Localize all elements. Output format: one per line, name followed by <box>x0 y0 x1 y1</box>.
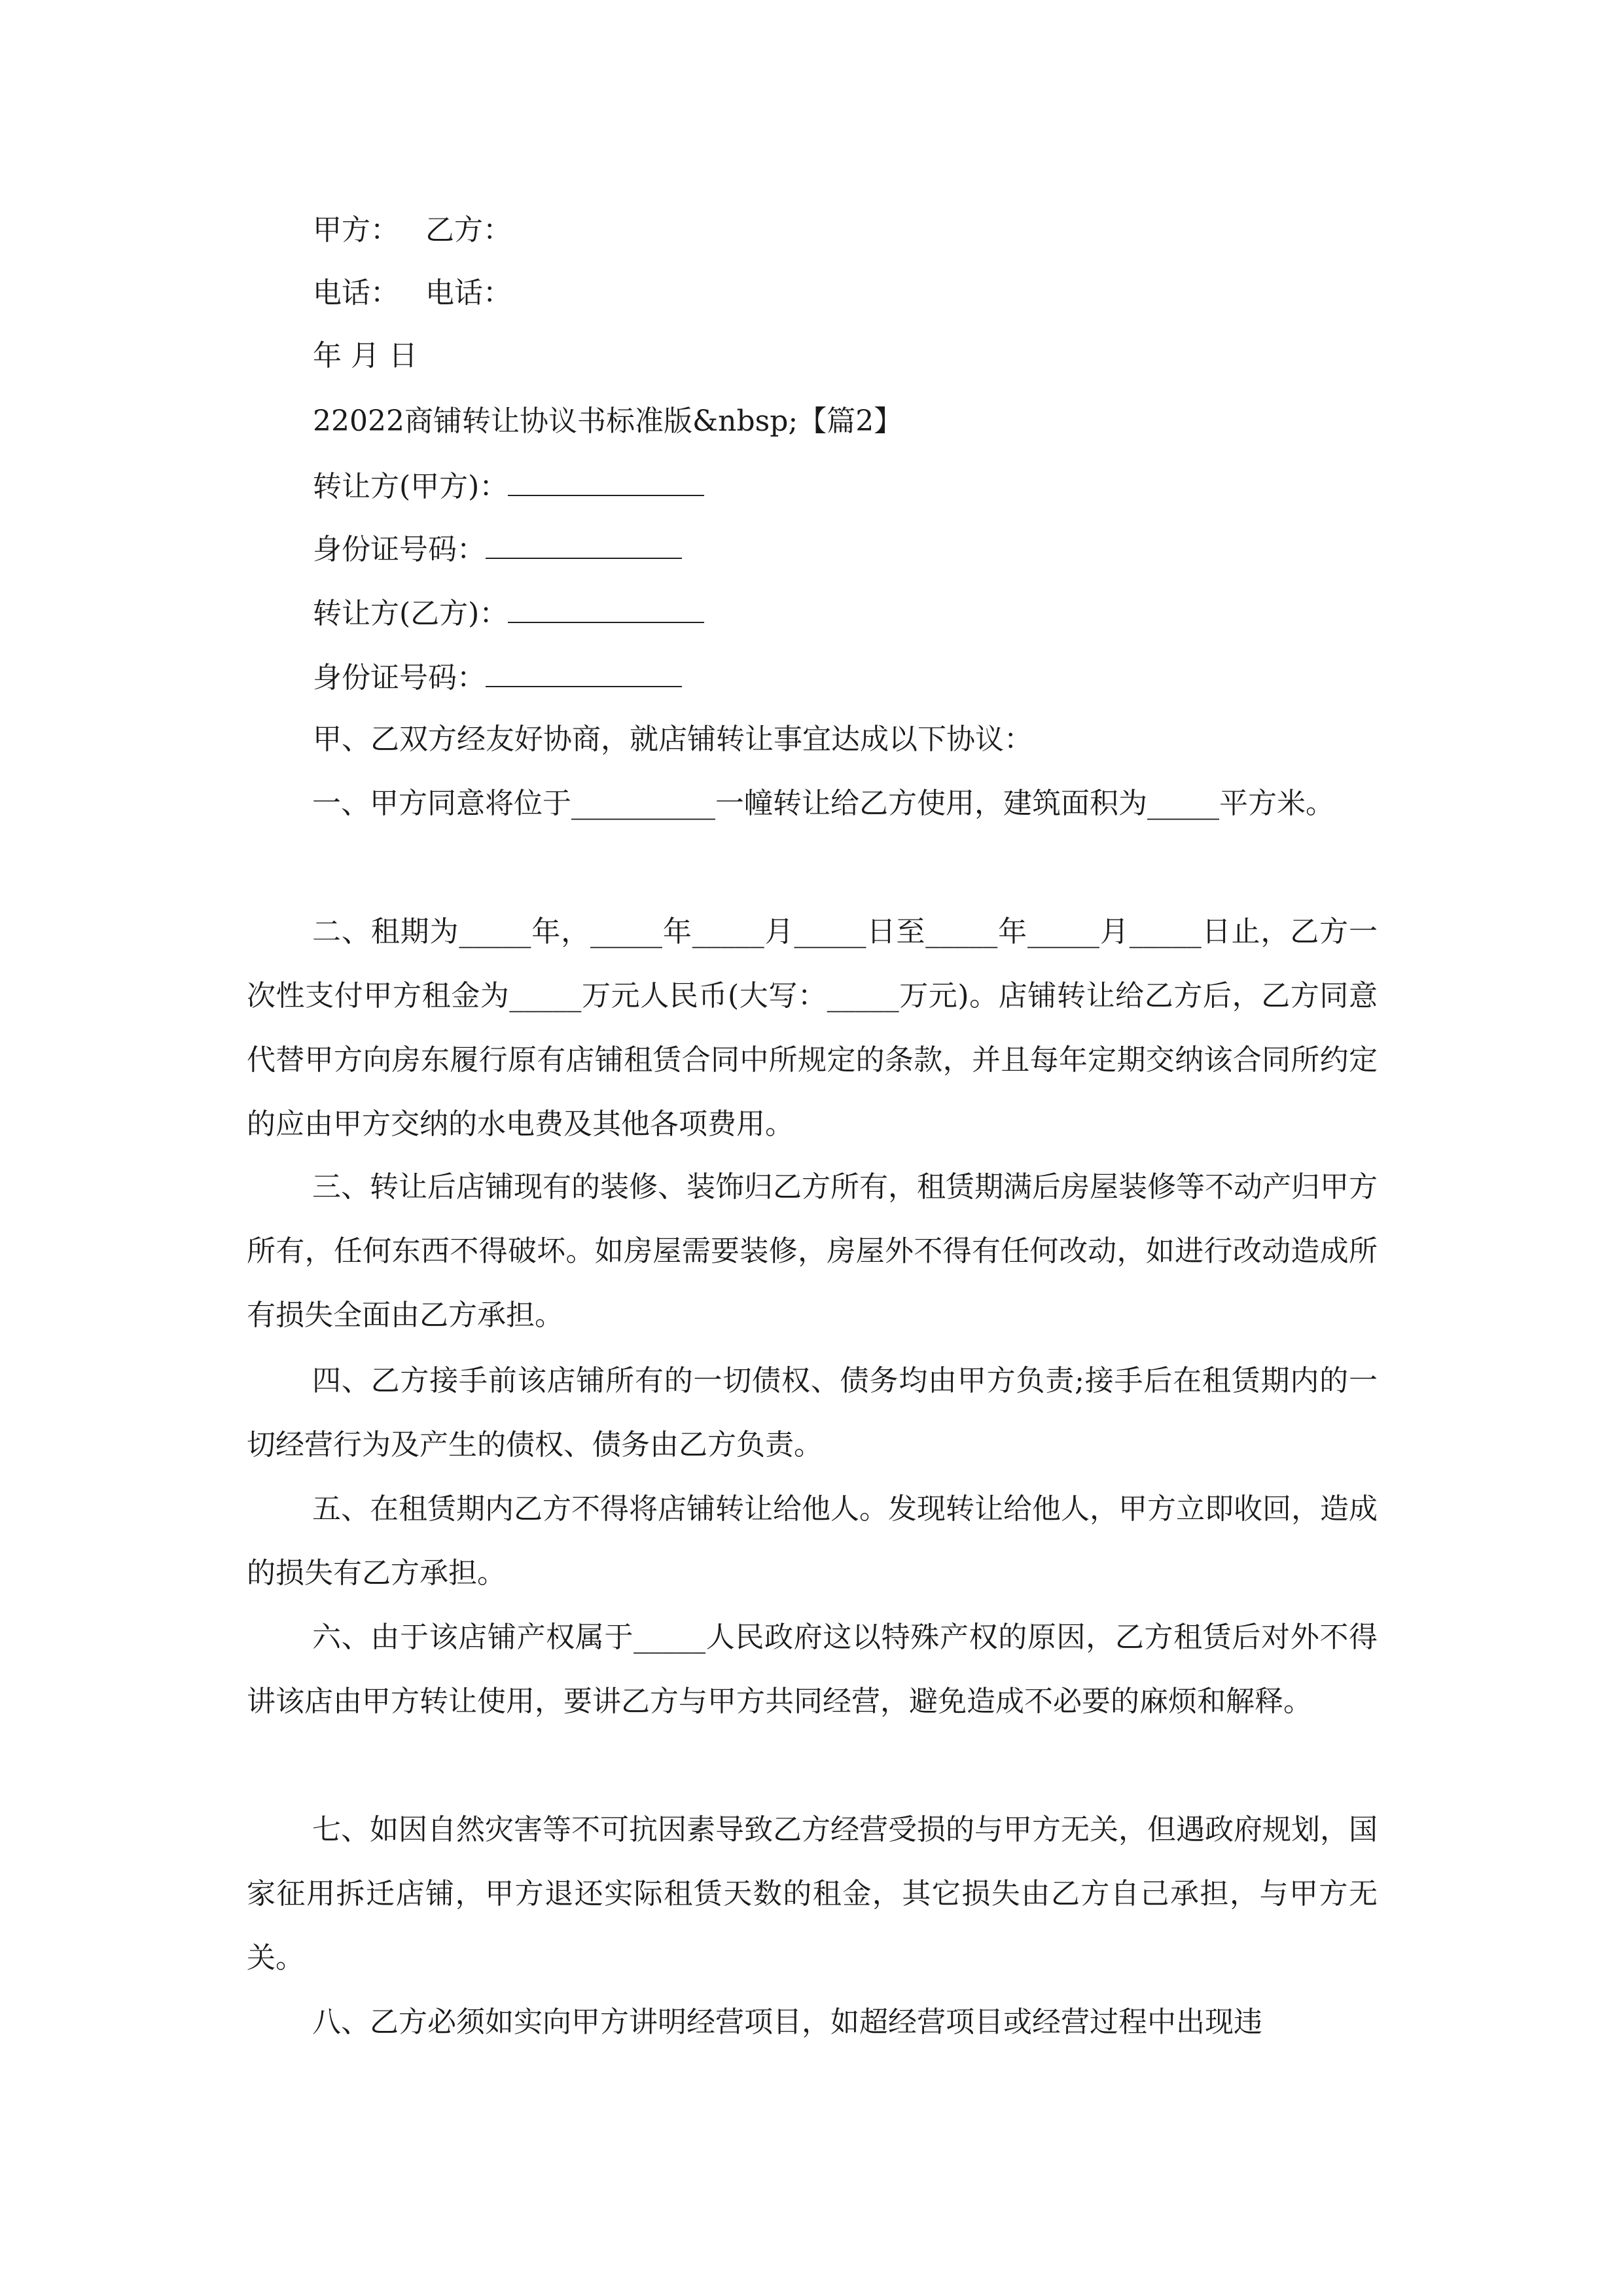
id-b-line <box>313 657 682 698</box>
phone-b-label: 电话： <box>425 276 512 310</box>
phone-a-label: 电话： <box>313 276 399 310</box>
clause-8: 八、乙方必须如实向甲方讲明经营项目，如超经营项目或经营过程中出现违 <box>312 2005 1262 2039</box>
date-line: 年 月 日 <box>313 339 418 372</box>
id-b-label: 身份证号码： <box>313 661 486 694</box>
clause-7: 七、如因自然灾害等不可抗因素导致乙方经营受损的与甲方无关，但遇政府规划，国家征用拆迁店铺，甲方退还实际租赁天数的租金，其它损失由乙方自己承担，与甲方无关。 <box>247 1813 1378 1975</box>
blank-field <box>486 657 682 687</box>
clause-3: 三、转让后店铺现有的装修、装饰归乙方所有，租赁期满后房屋装修等不动产归甲方所有，任何东西不得破坏。如房屋需要装修，房屋外不得有任何改动，如进行改动造成所有损失全面由乙方承担。 <box>247 1170 1378 1332</box>
clause-1: 一、甲方同意将位于__________一幢转让给乙方使用，建筑面积为_____平方米。 <box>312 787 1334 820</box>
blank-field <box>486 529 682 559</box>
party-a-label: 甲方： <box>313 213 399 247</box>
transferor-a-line <box>313 466 704 507</box>
blank-field <box>508 466 704 496</box>
intro-paragraph: 甲、乙双方经友好协商，就店铺转让事宜达成以下协议： <box>313 723 1033 756</box>
clause-4: 四、乙方接手前该店铺所有的一切债权、债务均由甲方负责;接手后在租赁期内的一切经营行为及产生的债权、债务由乙方负责。 <box>247 1364 1378 1462</box>
phone-line <box>313 274 512 313</box>
clause-2: 二、租期为_____年，_____年_____月_____日至_____年_____月_____日止，乙方一次性支付甲方租金为_____万元人民币(大写：_____万元)。店铺转让给乙方后，乙方同意代替甲方向房东履行原有店铺租赁合同中所规定的条款，并且每年定期交纳该合同所约定的应由甲方交纳的水电费及其他各项费用。 <box>247 915 1378 1141</box>
id-a-line <box>313 529 682 569</box>
transferor-b-label: 转让方(乙方)： <box>313 597 508 630</box>
transferor-a-label: 转让方(甲方)： <box>313 470 508 503</box>
blank-field <box>508 593 704 623</box>
id-a-label: 身份证号码： <box>313 533 486 566</box>
clause-5: 五、在租赁期内乙方不得将店铺转让给他人。发现转让给他人，甲方立即收回，造成的损失有乙方承担。 <box>247 1492 1378 1590</box>
party-line <box>313 211 512 250</box>
clause-6: 六、由于该店铺产权属于_____人民政府这以特殊产权的原因，乙方租赁后对外不得讲该店由甲方转让使用，要讲乙方与甲方共同经营，避免造成不必要的麻烦和解释。 <box>247 1621 1378 1718</box>
party-b-label: 乙方： <box>425 213 512 247</box>
transferor-b-line <box>313 593 704 634</box>
second-doc-title: 22022商铺转让协议书标准版&nbsp;【篇2】 <box>313 404 903 438</box>
